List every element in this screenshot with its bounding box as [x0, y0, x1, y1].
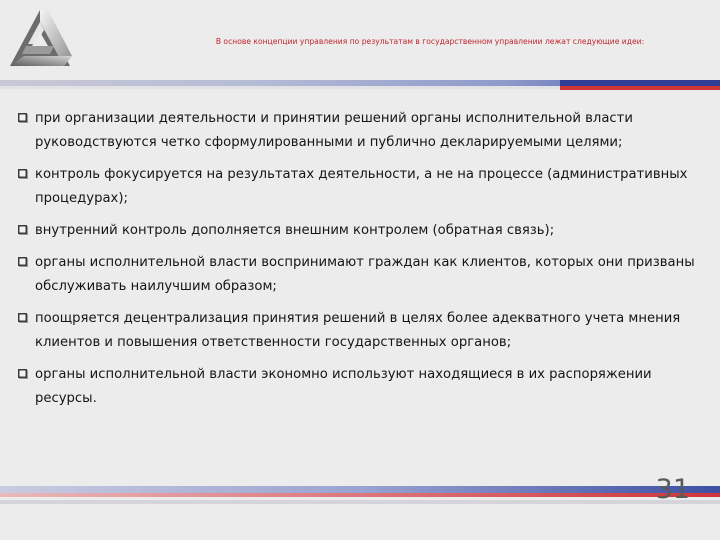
list-item	[18, 219, 710, 243]
checkbox-square-icon	[18, 113, 28, 123]
list-item	[18, 251, 710, 299]
list-item-text: органы исполнительной власти экономно используют находящиеся в их распоряжении ресурсы.	[35, 367, 652, 406]
checkbox-square-icon	[18, 369, 28, 379]
list-item-text: контроль фокусируется на результатах деятельности, а не на процессе (административных процедурах);	[35, 167, 688, 206]
bullet-list	[18, 107, 710, 419]
top-decorative-stripe	[0, 80, 720, 94]
checkbox-square-icon	[18, 169, 28, 179]
page-number: 31	[655, 474, 690, 505]
slide-title: В основе концепции управления по результатам в государственном управлении лежат следующие идеи:	[215, 37, 645, 46]
checkbox-square-icon	[18, 225, 28, 235]
bottom-gray-stripe	[0, 500, 720, 504]
checkbox-square-icon	[18, 257, 28, 267]
list-item	[18, 307, 710, 355]
list-item	[18, 363, 710, 411]
impossible-triangle-logo-icon	[8, 8, 72, 72]
bottom-decorative-stripe	[0, 486, 720, 500]
list-item	[18, 163, 710, 211]
list-item-text: поощряется децентрализация принятия решений в целях более адекватного учета мнения клиентов и повышения ответственности государственных органов;	[35, 311, 681, 350]
list-item	[18, 107, 710, 155]
checkbox-square-icon	[18, 313, 28, 323]
list-item-text: органы исполнительной власти воспринимают граждан как клиентов, которых они призваны обслуживать наилучшим образом;	[35, 255, 695, 294]
list-item-text: внутренний контроль дополняется внешним контролем (обратная связь);	[35, 223, 555, 238]
list-item-text: при организации деятельности и принятии решений органы исполнительной власти руководствуются четко сформулированными и публично декларируемыми целями;	[35, 111, 633, 150]
